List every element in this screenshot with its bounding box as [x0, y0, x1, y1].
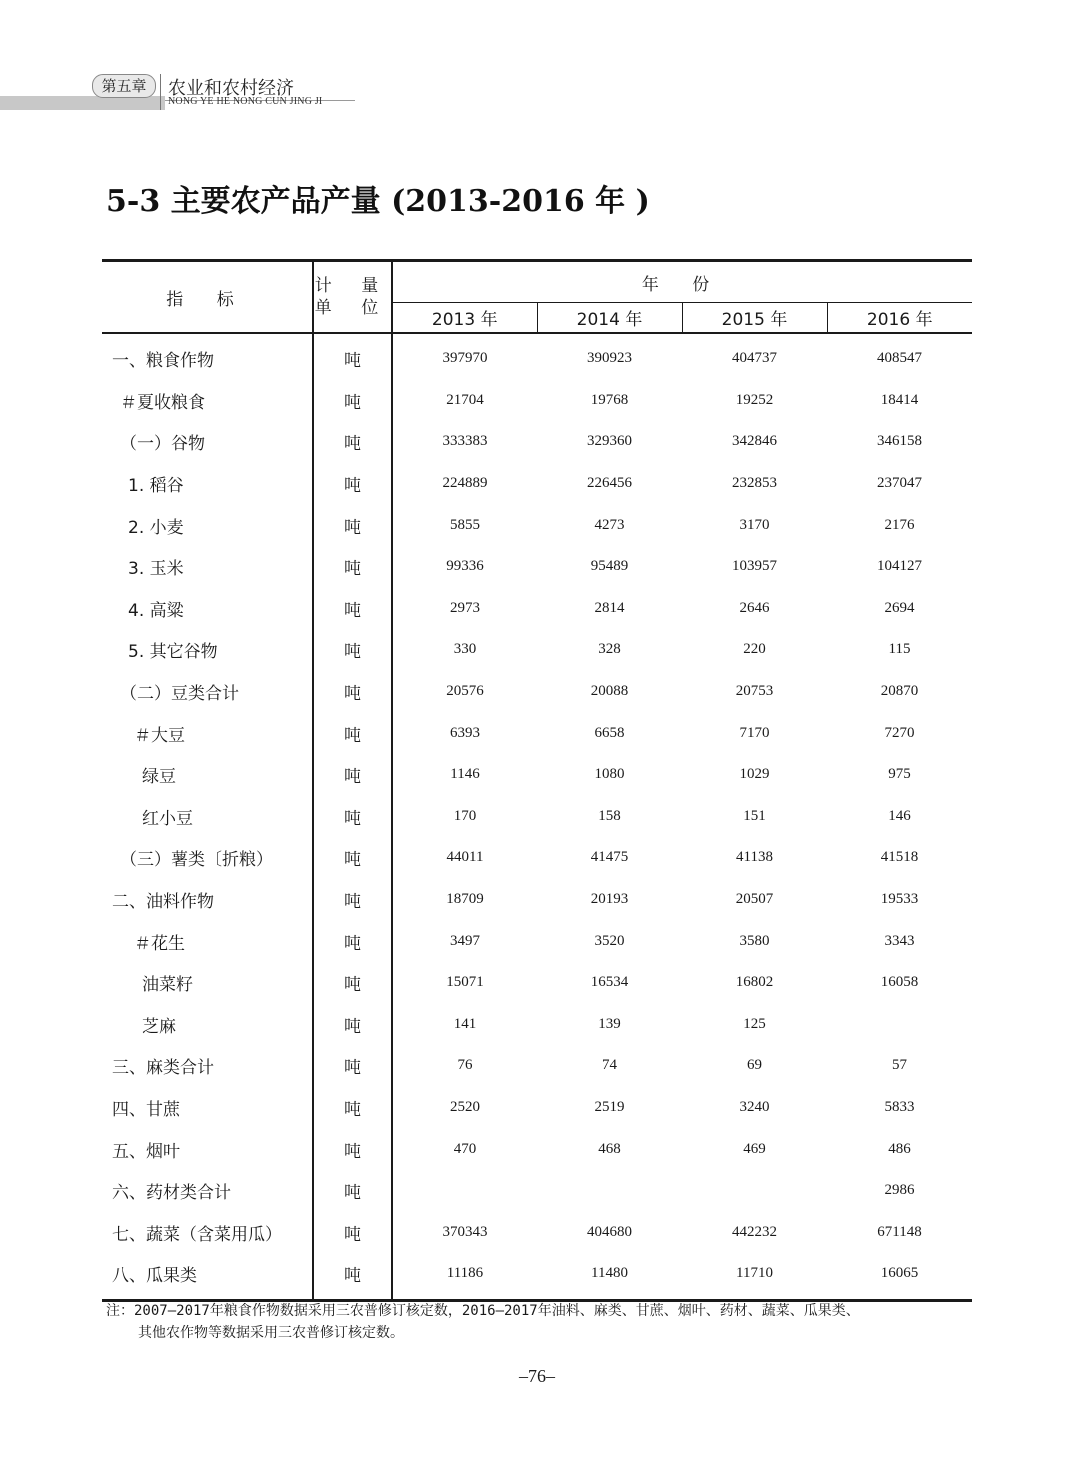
row-value: 20193 — [590, 891, 629, 908]
row-unit: 吨 — [313, 1211, 392, 1253]
row-value: 20753 — [735, 683, 774, 700]
chapter-pinyin: NONG YE HE NONG CUN JING JI — [168, 96, 323, 107]
table-row — [102, 504, 972, 546]
row-value — [392, 1170, 537, 1212]
row-value: 11480 — [591, 1265, 628, 1282]
row-value: 76 — [457, 1057, 473, 1074]
row-value: 404737 — [732, 350, 777, 367]
row-value — [682, 1170, 827, 1212]
row-value: 139 — [598, 1015, 621, 1032]
row-value: 330 — [453, 641, 477, 658]
row-value: 468 — [598, 1140, 621, 1157]
row-unit: 吨 — [313, 962, 392, 1004]
row-value: 57 — [892, 1057, 908, 1074]
row-value: 224889 — [442, 475, 488, 492]
row-value: 16802 — [735, 974, 774, 991]
row-unit: 吨 — [313, 920, 392, 962]
row-indicator: （二）豆类合计 — [120, 684, 239, 705]
row-unit: 吨 — [313, 879, 392, 921]
note-line-2: 其他农作物等数据采用三农普修订核定数。 — [138, 1325, 404, 1341]
row-value: 671148 — [877, 1223, 922, 1240]
header-separator — [160, 74, 161, 110]
row-unit: 吨 — [313, 333, 392, 380]
row-indicator: 红小豆 — [142, 808, 193, 829]
row-value: 104127 — [877, 558, 923, 575]
table-row — [102, 463, 972, 505]
row-indicator: 芝麻 — [142, 1016, 176, 1037]
note-line-1: 注：2007—2017年粮食作物数据采用三农普修订核定数，2016—2017年油料、麻类、甘蔗、烟叶、药材、蔬菜、瓜果类、 — [106, 1303, 860, 1319]
row-value: 5855 — [450, 516, 480, 533]
table-row — [102, 920, 972, 962]
chapter-badge: 第五章 — [92, 74, 156, 98]
row-value: 1146 — [450, 766, 480, 783]
table-row — [102, 1045, 972, 1087]
row-value: 11710 — [736, 1265, 773, 1282]
row-value: 21704 — [446, 391, 484, 408]
row-indicator: （三）薯类〔折粮） — [120, 850, 273, 871]
table-row — [102, 796, 972, 838]
row-unit: 吨 — [313, 837, 392, 879]
row-value: 146 — [888, 807, 911, 824]
row-unit: 吨 — [313, 629, 392, 671]
row-value: 19252 — [735, 391, 774, 408]
table-row — [102, 837, 972, 879]
row-value: 170 — [453, 807, 477, 824]
row-value: 975 — [888, 766, 911, 783]
row-unit: 吨 — [313, 380, 392, 422]
row-value: 44011 — [446, 849, 484, 866]
row-value: 20576 — [446, 683, 484, 700]
row-value: 19768 — [590, 391, 629, 408]
page-title: 5-3 主要农产品产量 (2013-2016 年 ) — [106, 184, 650, 219]
row-value: 19533 — [880, 891, 919, 908]
row-unit: 吨 — [313, 1087, 392, 1129]
row-value: 16534 — [590, 974, 629, 991]
row-unit: 吨 — [313, 463, 392, 505]
row-value: 1080 — [594, 766, 625, 783]
row-unit: 吨 — [313, 588, 392, 630]
row-value: 2814 — [594, 599, 625, 616]
row-value: 220 — [743, 641, 766, 658]
table-row — [102, 629, 972, 671]
page-number: –76– — [519, 1366, 555, 1386]
row-value: 3520 — [594, 932, 625, 949]
header-unit-line1: 计 量 — [314, 276, 391, 296]
row-value: 3170 — [739, 516, 770, 533]
row-indicator: 1. 稻谷 — [128, 476, 184, 497]
row-value: 151 — [743, 807, 766, 824]
row-value: 3240 — [739, 1098, 770, 1115]
row-value: 2519 — [594, 1098, 625, 1115]
row-value: 397970 — [442, 350, 488, 367]
row-value: 237047 — [877, 475, 923, 492]
row-unit: 吨 — [313, 1128, 392, 1170]
row-unit: 吨 — [313, 546, 392, 588]
row-value: 346158 — [877, 433, 923, 450]
row-value: 390923 — [587, 350, 632, 367]
table-row — [102, 1211, 972, 1253]
row-value: 2520 — [450, 1098, 480, 1115]
row-indicator: 五、烟叶 — [112, 1141, 180, 1162]
row-indicator: 4. 高粱 — [128, 600, 184, 621]
row-value: 103957 — [732, 558, 777, 575]
row-value: 3343 — [884, 932, 915, 949]
row-value: 141 — [453, 1015, 477, 1032]
table-row — [102, 962, 972, 1004]
row-value: 16058 — [880, 974, 919, 991]
header-year-2015: 2015 年 — [682, 303, 827, 334]
row-indicator: （一）谷物 — [120, 434, 205, 455]
table-row — [102, 380, 972, 422]
row-value: 333383 — [442, 433, 488, 450]
header-grey-band — [0, 96, 165, 110]
row-indicator: ＃夏收粮食 — [120, 392, 205, 413]
row-value: 41138 — [736, 849, 773, 866]
table-row — [102, 421, 972, 463]
row-indicator: 一、粮食作物 — [112, 351, 214, 372]
row-value: 470 — [453, 1140, 477, 1157]
row-indicator: 三、麻类合计 — [112, 1058, 214, 1079]
table-row — [102, 333, 972, 380]
row-value: 18414 — [880, 391, 919, 408]
row-value: 7170 — [739, 724, 770, 741]
table-row — [102, 712, 972, 754]
table-row — [102, 671, 972, 713]
row-value: 16065 — [880, 1265, 919, 1282]
row-value: 2973 — [450, 599, 480, 616]
row-value: 15071 — [446, 974, 484, 991]
row-indicator: 二、油料作物 — [112, 892, 214, 913]
row-value: 2694 — [884, 599, 915, 616]
row-value: 232853 — [732, 475, 777, 492]
row-value: 469 — [743, 1140, 766, 1157]
row-indicator: ＃大豆 — [134, 725, 185, 746]
row-unit: 吨 — [313, 712, 392, 754]
row-indicator: 5. 其它谷物 — [128, 642, 218, 663]
table-body — [102, 333, 972, 1300]
table-row — [102, 1128, 972, 1170]
row-value: 2986 — [884, 1182, 915, 1199]
row-unit: 吨 — [313, 1253, 392, 1300]
table-row — [102, 879, 972, 921]
row-indicator: 六、药材类合计 — [112, 1183, 231, 1204]
row-value: 99336 — [446, 558, 484, 575]
table-row — [102, 1170, 972, 1212]
row-unit: 吨 — [313, 1170, 392, 1212]
table-note — [106, 1300, 986, 1344]
table-row — [102, 1004, 972, 1046]
header-year-2014: 2014 年 — [537, 303, 682, 334]
row-value: 125 — [743, 1015, 766, 1032]
row-indicator: ＃花生 — [134, 933, 185, 954]
row-value: 74 — [602, 1057, 617, 1074]
row-value: 342846 — [732, 433, 777, 450]
row-indicator: 八、瓜果类 — [112, 1266, 197, 1287]
row-unit: 吨 — [313, 1004, 392, 1046]
row-value: 329360 — [587, 433, 632, 450]
row-value: 328 — [598, 641, 621, 658]
row-value: 69 — [747, 1057, 762, 1074]
row-value: 486 — [888, 1140, 911, 1157]
row-indicator: 七、蔬菜（含菜用瓜） — [112, 1224, 282, 1245]
row-value: 5833 — [884, 1098, 915, 1115]
row-value — [537, 1170, 682, 1212]
row-unit: 吨 — [313, 754, 392, 796]
row-value: 226456 — [587, 475, 632, 492]
row-indicator: 油菜籽 — [142, 975, 193, 996]
row-value: 41475 — [590, 849, 629, 866]
row-value: 6393 — [450, 724, 480, 741]
table-row — [102, 546, 972, 588]
row-unit: 吨 — [313, 796, 392, 838]
row-unit: 吨 — [313, 421, 392, 463]
row-value: 158 — [598, 807, 621, 824]
chapter-title: 农业和农村经济 — [168, 78, 294, 99]
row-value: 20088 — [590, 683, 629, 700]
row-value: 11186 — [446, 1265, 484, 1282]
row-value: 370343 — [442, 1223, 488, 1240]
table-row — [102, 1087, 972, 1129]
header-year-2013: 2013 年 — [392, 303, 537, 334]
row-value: 41518 — [880, 849, 919, 866]
row-indicator: 四、甘蔗 — [112, 1099, 180, 1120]
row-value: 1029 — [739, 766, 770, 783]
row-value: 115 — [888, 641, 911, 658]
table-row — [102, 1253, 972, 1300]
header-year-2016: 2016 年 — [827, 303, 972, 334]
row-unit: 吨 — [313, 504, 392, 546]
row-value: 3497 — [450, 932, 480, 949]
row-value: 3580 — [739, 932, 770, 949]
row-value: 7270 — [884, 724, 915, 741]
row-value: 2176 — [884, 516, 915, 533]
row-value: 442232 — [732, 1223, 777, 1240]
row-value — [827, 1004, 972, 1046]
table-row — [102, 754, 972, 796]
row-unit: 吨 — [313, 1045, 392, 1087]
row-value: 20507 — [735, 891, 774, 908]
production-table — [102, 259, 972, 1302]
row-value: 20870 — [880, 683, 919, 700]
row-value: 404680 — [587, 1223, 632, 1240]
row-indicator: 3. 玉米 — [128, 559, 184, 580]
header-unit — [313, 261, 392, 334]
header-unit-line2: 单 位 — [314, 298, 391, 318]
header-year-group: 年 份 — [392, 261, 972, 303]
row-value: 4273 — [594, 516, 625, 533]
row-value: 18709 — [446, 891, 484, 908]
row-unit: 吨 — [313, 671, 392, 713]
row-indicator: 2. 小麦 — [128, 517, 184, 538]
row-value: 2646 — [739, 599, 770, 616]
row-value: 6658 — [594, 724, 625, 741]
table-row — [102, 588, 972, 630]
row-indicator: 绿豆 — [142, 767, 176, 788]
row-value: 408547 — [877, 350, 923, 367]
header-indicator: 指 标 — [102, 261, 313, 334]
row-value: 95489 — [590, 558, 629, 575]
